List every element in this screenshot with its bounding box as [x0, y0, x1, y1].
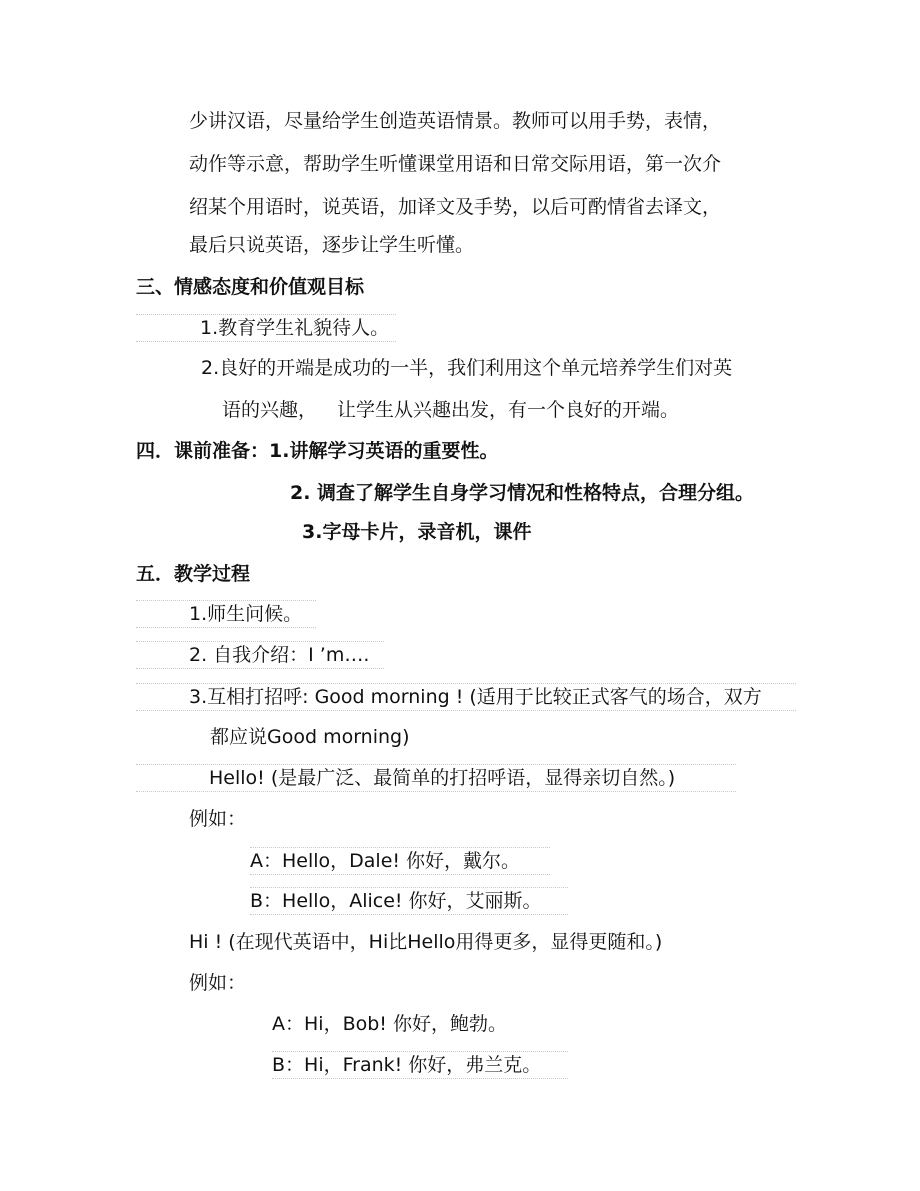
section-3-item-1: 1.教育学生礼貌待人。 [136, 314, 396, 342]
step-1-greeting: 1.师生问候。 [136, 600, 316, 628]
section-4-heading: 四．课前准备：1.讲解学习英语的重要性。 [136, 440, 499, 462]
section-3-heading: 三、情感态度和价值观目标 [136, 276, 365, 298]
section-3-item-2-line-2b: 让学生从兴趣出发，有一个良好的开端。 [337, 399, 680, 421]
section-4-item-3: 3.字母卡片，录音机，课件 [302, 521, 532, 543]
hello-explanation: Hello! (是最广泛、最简单的打招呼语，显得亲切自然。) [136, 764, 736, 792]
section-3-item-2-line-2a: 语的兴趣， [222, 399, 318, 421]
intro-line-2: 动作等示意，帮助学生听懂课堂用语和日常交际用语，第一次介 [189, 153, 722, 175]
hi-explanation: Hi ! (在现代英语中，Hi比Hello用得更多，显得更随和。) [189, 931, 663, 953]
intro-line-3: 绍某个用语时，说英语，加译文及手势，以后可酌情省去译文， [189, 196, 722, 218]
dialog-1-b: B：Hello，Alice! 你好，艾丽斯。 [250, 887, 568, 915]
example-label-2: 例如： [189, 972, 247, 994]
section-4-item-2: 2. 调查了解学生自身学习情况和性格特点，合理分组。 [290, 482, 755, 504]
intro-line-1: 少讲汉语，尽量给学生创造英语情景。教师可以用手势，表情， [189, 110, 722, 132]
step-3-line-1: 3.互相打招呼: Good morning ! (适用于比较正式客气的场合，双方 [136, 683, 796, 711]
step-2-self-intro: 2. 自我介绍：I ’m…. [136, 641, 384, 669]
dialog-2-a: A：Hi，Bob! 你好，鲍勃。 [272, 1013, 507, 1035]
step-3-line-2: 都应说Good morning) [210, 726, 410, 748]
dialog-1-a: A：Hello，Dale! 你好，戴尔。 [250, 847, 550, 875]
section-5-heading: 五．教学过程 [136, 563, 251, 585]
section-3-item-2-line-1: 2.良好的开端是成功的一半，我们利用这个单元培养学生们对英 [201, 357, 733, 379]
example-label-1: 例如： [189, 808, 247, 830]
intro-line-4: 最后只说英语，逐步让学生听懂。 [189, 234, 475, 256]
dialog-2-b: B：Hi，Frank! 你好，弗兰克。 [272, 1051, 568, 1079]
